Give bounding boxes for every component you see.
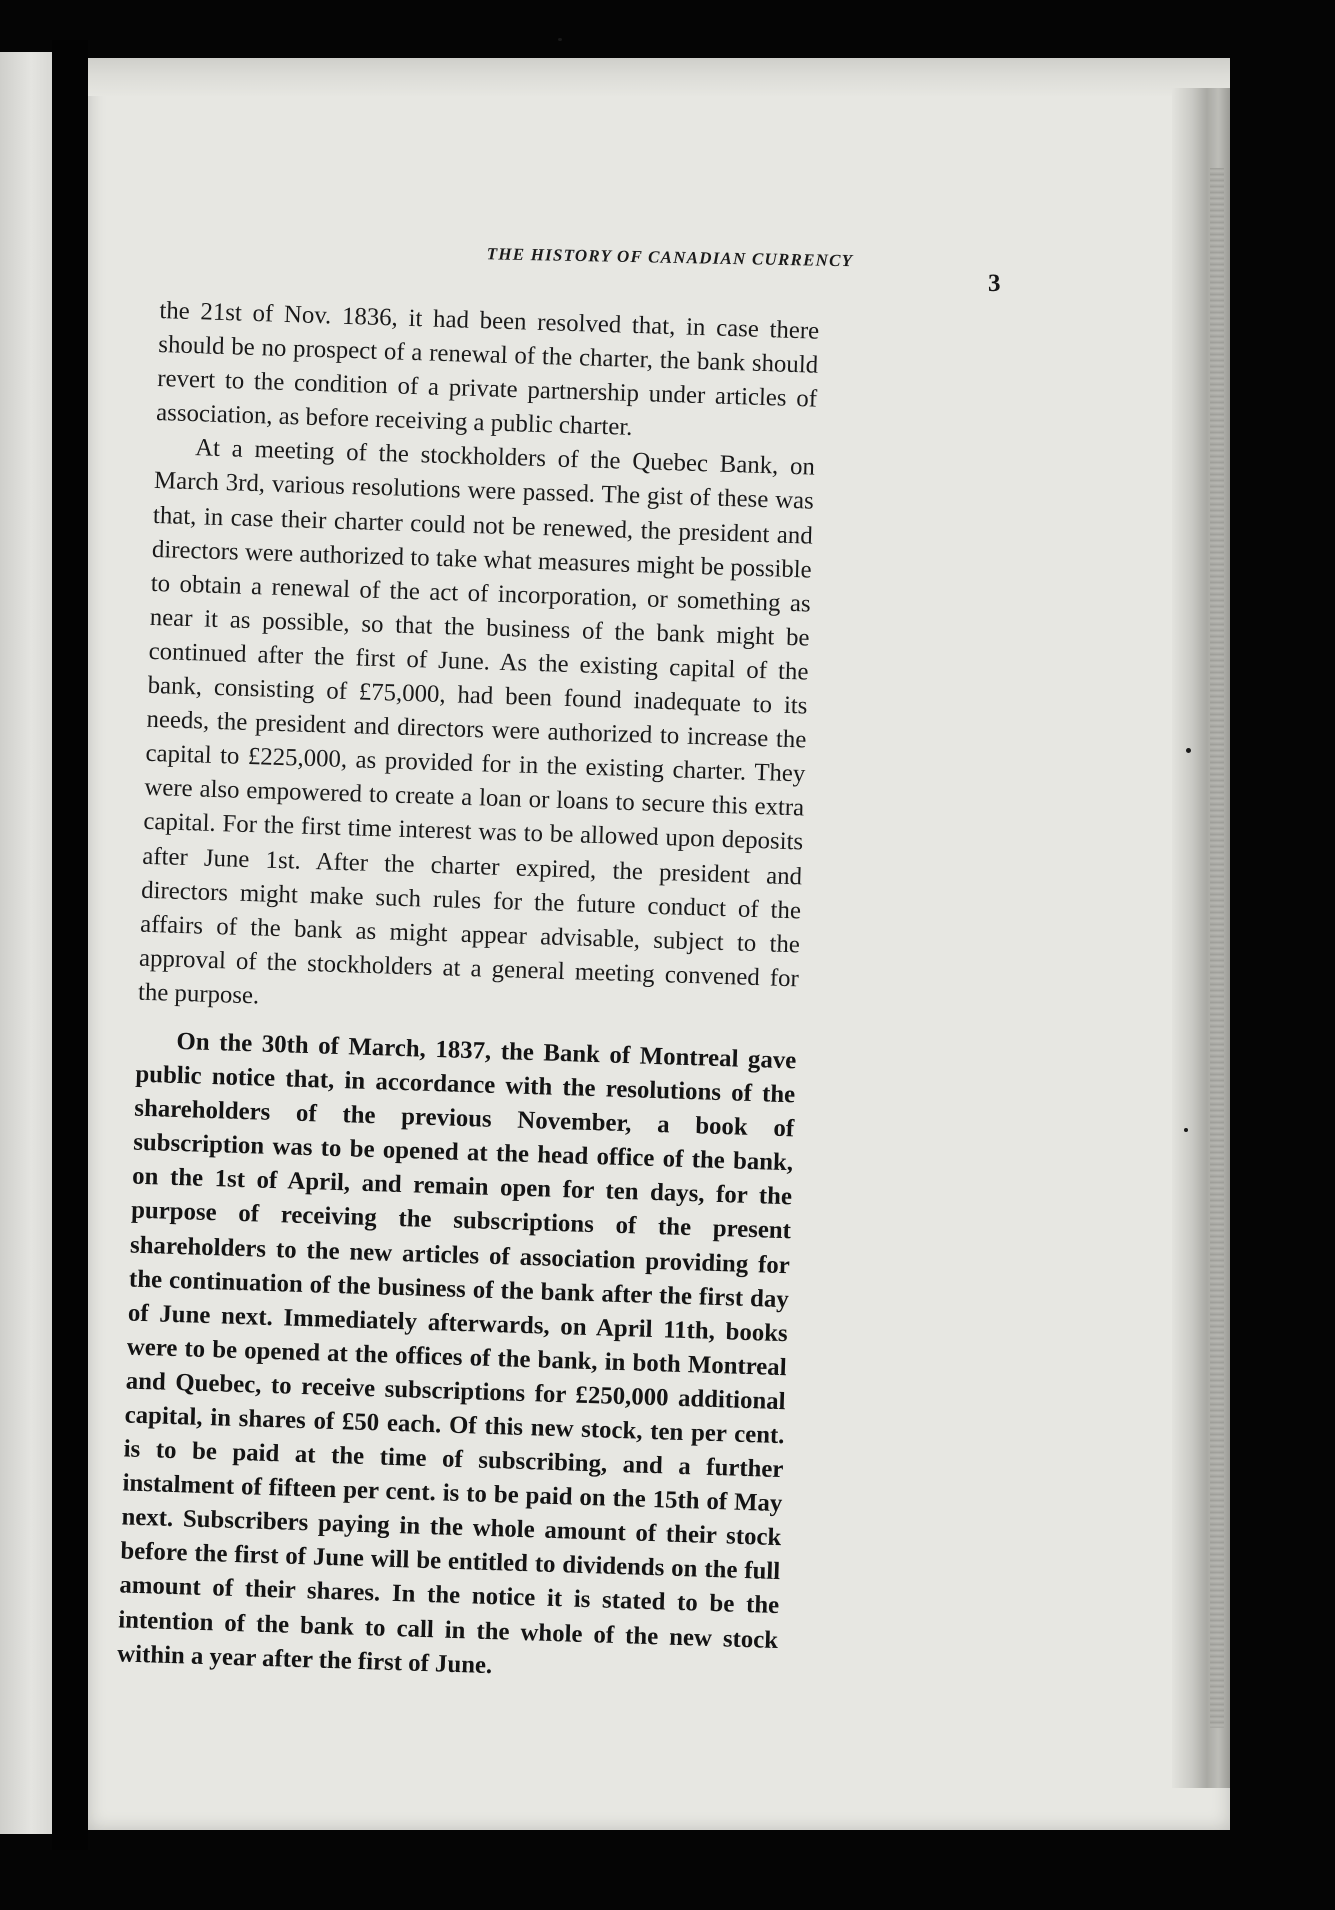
paragraph: the 21st of Nov. 1836, it had been resolved that, in case there should be no prospect of a renewal of the charter, the bank should revert to the condition of a private partnership under articles of association, as before receiving a public charter. <box>155 296 820 442</box>
page-top-edge <box>88 58 1230 96</box>
page-number: 3 <box>988 270 1001 297</box>
facing-page-edge <box>0 52 52 1834</box>
book-page <box>88 58 1230 1830</box>
paragraph: At a meeting of the stockholders of the Quebec Bank, on March 3rd, various resolutions were passed. The gist of these was that, in case their charter could not be renewed, the president and directors were authorized to take what measures might be possible to obtain a renewal of the act of incorporation, or something as near it as possible, so that the business of the bank might be continued after the first of June. As the existing capital of the bank, consisting of £75,000, had been found inadequate to its needs, the president and directors were authorized to increase the capital to £225,000, as provided for in the existing charter. They were also empowered to create a loan or loans to secure this extra capital. For the first time interest was to be allowed upon deposits after June 1st. After the charter expired, the president and directors might make such rules for the future conduct of the affairs of the bank as might appear advisable, subject to the approval of the stockholders at a general meeting convened for the purpose. <box>137 434 816 1010</box>
body-text <box>117 294 820 1692</box>
scan-speck <box>558 38 562 41</box>
running-head: THE HISTORY OF CANADIAN CURRENCY <box>486 244 854 271</box>
paragraph: On the 30th of March, 1837, the Bank of Montreal gave public notice that, in accordance with the resolutions of the shareholders of the previous November, a book of subscription was to be opened at the head office of the bank, on the 1st of April, and remain open for ten days, for the purpose of receiving the subscriptions of the present shareholders to the new articles of association providing for the continuation of the business of the bank after the first day of June next. Immediately afterwards, on April 11th, books were to be opened at the offices of the bank, in both Montreal and Quebec, to receive subscriptions for £250,000 additional capital, in shares of £50 each. Of this new stock, ten per cent. is to be paid at the time of subscribing, and a further instalment of fifteen per cent. is to be paid on the 15th of May next. Subscribers paying in the whole amount of their stock before the first of June will be entitled to dividends on the full amount of their shares. In the notice it is stated to be the intention of the bank to call in the whole of the new stock within a year after the first of June. <box>116 1027 797 1679</box>
book-gutter <box>52 40 88 1850</box>
scan-speck <box>1186 748 1191 753</box>
page-fore-edge <box>1172 88 1230 1788</box>
scan-speck <box>1184 1128 1188 1132</box>
